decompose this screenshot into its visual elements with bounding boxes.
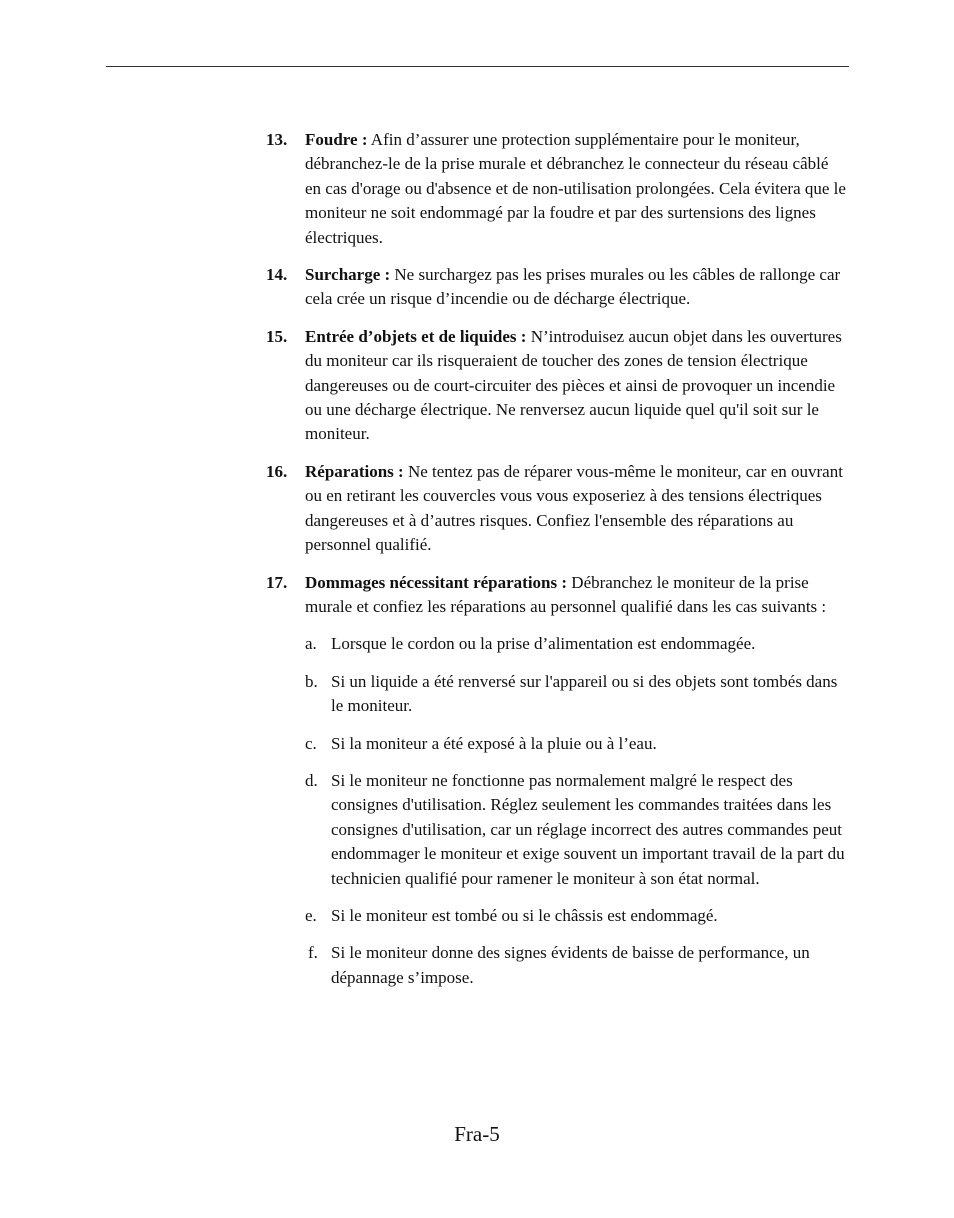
sub-item-text: Lorsque le cordon ou la prise d’alimentation est endommagée. (331, 634, 756, 654)
sub-item-text: Si le moniteur est tombé ou si le châssis est endommagé. (331, 905, 718, 925)
damage-cases-list (305, 632, 848, 990)
sub-item-d (305, 769, 848, 891)
sub-item-letter: f. (308, 943, 318, 963)
sub-item-a (305, 632, 848, 656)
item-title: Dommages nécessitant réparations : (305, 572, 568, 592)
sub-item-letter: e. (305, 905, 317, 925)
item-text: Débranchez le moniteur de la prise murale et confiez les réparations au personnel qualifié dans les cas suivants : (305, 572, 827, 616)
sub-item-text: Si le moniteur ne fonctionne pas normalement malgré le respect des consignes d'utilisation. Réglez seulement les commandes traitées dans les consignes d'utilisation, car un réglage incorrect des autres commandes peut endommager le moniteur et exige souvent un important travail de la part du technicien qualifié pour ramener le moniteur à son état normal. (331, 770, 845, 888)
sub-item-letter: a. (305, 634, 317, 654)
item-number: 15. (266, 326, 288, 346)
item-number: 14. (266, 265, 288, 285)
sub-item-e (305, 904, 848, 928)
sub-item-b (305, 670, 848, 719)
sub-item-f (305, 941, 848, 990)
sub-item-c (305, 732, 848, 756)
item-text: Ne tentez pas de réparer vous-même le moniteur, car en ouvrant ou en retirant les couvercles vous vous exposeriez à des tensions électriques dangereuses et à d’autres risques. Confiez l'ensemble des réparations au personnel qualifié. (305, 461, 843, 555)
item-number: 13. (266, 130, 288, 149)
sub-item-letter: d. (305, 770, 318, 790)
item-number: 17. (266, 572, 288, 592)
sub-item-text: Si la moniteur a été exposé à la pluie ou à l’eau. (331, 733, 657, 753)
item-text: Afin d’assurer une protection supplémentaire pour le moniteur, débranchez-le de la prise murale et débranchez le connecteur du réseau câblé en cas d'orage ou d'absence et de non-utilisation prolongées. Cela évitera que le moniteur ne soit endommagé par la foudre et par des surtensions des lignes électriques. (305, 130, 846, 247)
sub-item-text: Si un liquide a été renversé sur l'appareil ou si des objets sont tombés dans le moniteur. (331, 671, 838, 716)
header-rule (106, 66, 849, 67)
list-item-14 (266, 263, 848, 312)
sub-item-text: Si le moniteur donne des signes évidents de baisse de performance, un dépannage s’impose. (331, 943, 810, 987)
item-text: Ne surchargez pas les prises murales ou les câbles de rallonge car cela crée un risque d’incendie ou de décharge électrique. (305, 265, 841, 309)
item-number: 16. (266, 461, 288, 481)
item-text: N’introduisez aucun objet dans les ouvertures du moniteur car ils risqueraient de toucher des zones de tension électrique dangereuses ou de court-circuiter des pièces et ainsi de provoquer un incendie ou une décharge électrique. Ne renversez aucun liquide quel qu'il soit sur le moniteur. (305, 326, 842, 444)
safety-instructions (266, 128, 848, 1003)
list-item-16 (266, 460, 848, 558)
sub-item-letter: c. (305, 733, 317, 753)
item-title: Réparations : (305, 461, 404, 481)
item-title: Surcharge : (305, 265, 391, 285)
item-title: Entrée d’objets et de liquides : (305, 326, 527, 346)
list-item-15 (266, 325, 848, 447)
page-number: Fra-5 (454, 1122, 500, 1146)
item-title: Foudre : (305, 130, 368, 149)
list-item-13 (266, 128, 848, 250)
sub-item-letter: b. (305, 671, 318, 691)
list-item-17 (266, 571, 848, 620)
